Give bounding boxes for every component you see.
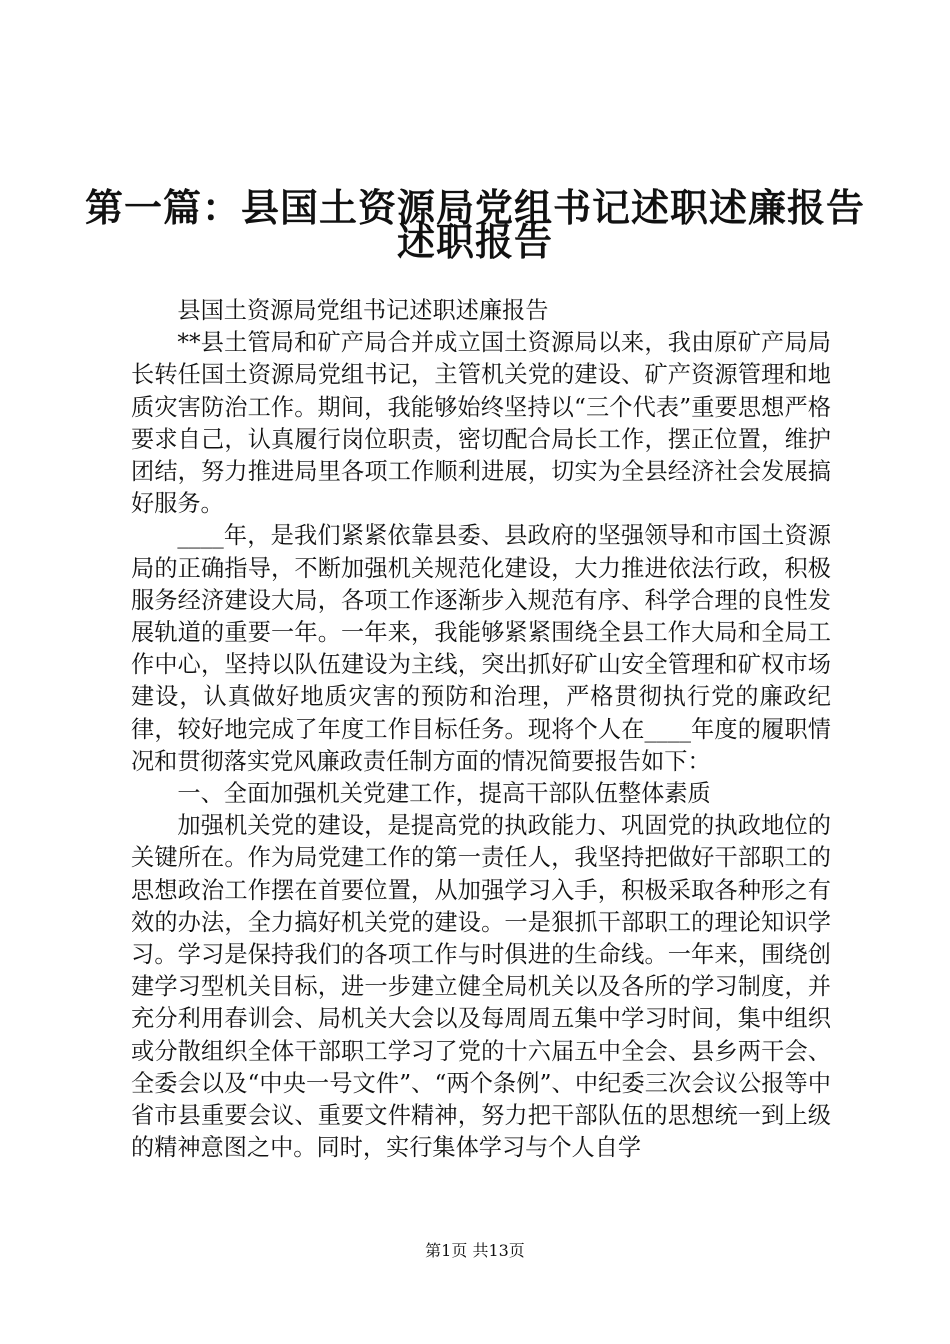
- paragraph: **县土管局和矿产局合并成立国土资源局以来，我由原矿产局局长转任国土资源局党组书记，主管机关党的建设、矿产资源管理和地质灾害防治工作。期间，我能够始终坚持以“三个代表”重要思想严格要求自己，认真履行岗位职责，密切配合局长工作，摆正位置，维护团结，努力推进局里各项工作顺利进展，切实为全县经济社会发展搞好服务。: [131, 329, 831, 518]
- section-heading: 一、全面加强机关党建工作，提高干部队伍整体素质: [177, 780, 711, 808]
- paragraph: ____年，是我们紧紧依靠县委、县政府的坚强领导和市国土资源局的正确指导，不断加强机关规范化建设，大力推进依法行政，积极服务经济建设大局，各项工作逐渐步入规范有序、科学合理的良性发展轨道的重要一年。一年来，我能够紧紧围绕全县工作大局和全局工作中心，坚持以队伍建设为主线，突出抓好矿山安全管理和矿权市场建设，认真做好地质灾害的预防和治理，严格贯彻执行党的廉政纪律，较好地完成了年度工作目标任务。现将个人在____年度的履职情况和贯彻落实党风廉政责任制方面的情况简要报告如下：: [131, 522, 831, 775]
- document-subtitle: 述职报告: [396, 219, 553, 264]
- document-body: [131, 295, 831, 1164]
- page-number-footer: 第1页 共13页: [425, 1241, 525, 1260]
- document-title: 第一篇：县国土资源局党组书记述职述廉报告: [84, 185, 865, 230]
- paragraph-heading: 县国土资源局党组书记述职述廉报告: [177, 297, 549, 324]
- paragraph: 加强机关党的建设，是提高党的执政能力、巩固党的执政地位的关键所在。作为局党建工作的第一责任人，我坚持把做好干部职工的思想政治工作摆在首要位置，从加强学习入手，积极采取各种形之有效的办法，全力搞好机关党的建设。一是狠抓干部职工的理论知识学习。学习是保持我们的各项工作与时俱进的生命线。一年来，围绕创建学习型机关目标，进一步建立健全局机关以及各所的学习制度，并充分利用春训会、局机关大会以及每周周五集中学习时间，集中组织或分散组织全体干部职工学习了党的十六届五中全会、县乡两干会、全委会以及“中央一号文件”、“两个条例”、中纪委三次会议公报等中省市县重要会议、重要文件精神，努力把干部队伍的思想统一到上级的精神意图之中。同时，实行集体学习与个人自学: [131, 812, 831, 1162]
